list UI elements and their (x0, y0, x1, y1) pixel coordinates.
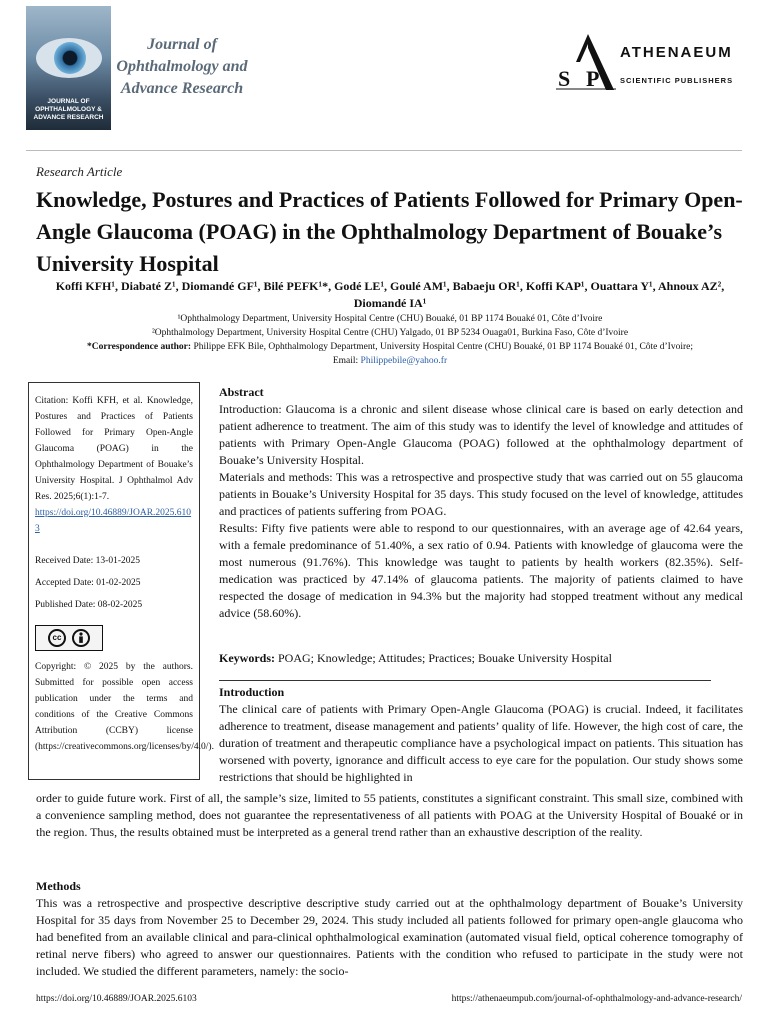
abstract-results: Results: Fifty five patients were able to respond to our questionnaires, with an average age of 42.64 years, with a female predominance of 51.40%, a sex ratio of 0.94. Patients with knowledge of glaucoma were the most numerous (91.76%). This knowledge was taught to patients by health workers (82.35%). Self-medication was practiced by 47.14% of glaucoma patients. The majority of patients claimed to have respected the dosage of medication in 94.3% but the majority had stopped treatment without any medical advice (58.60%). (219, 521, 743, 620)
journal-cover-logo (26, 6, 111, 130)
methods-paragraph: This was a retrospective and prospective descriptive descriptive study carried out at the ophthalmology department of Bouake’s University Hospital for 35 days from November 25 to December 29, 2024. This study included all patients followed for primary open-angle glaucoma who had benefited from an available clinical and para-clinical ophthalmological examination (automated visual field, optical coherence tomography of retinal nerve fibers) who agreed to answer our questionnaires. Patients with the condition who refused to participate in the study were not included. We studied the different parameters, namely: the socio- (36, 896, 743, 978)
correspondence (30, 340, 750, 354)
methods-section (36, 878, 743, 980)
citation-sidebar (28, 382, 214, 780)
cc-icon: cc (48, 629, 66, 647)
affiliation-1: ¹Ophthalmology Department, University Hospital Centre (CHU) Bouaké, 01 BP 1174 Bouaké 01, Côte d’Ivoire (177, 314, 603, 324)
footer-journal-url[interactable]: https://athenaeumpub.com/journal-of-ophthalmology-and-advance-research/ (451, 994, 742, 1004)
affiliation-2: ²Ophthalmology Department, University Hospital Centre (CHU) Yalgado, 01 BP 5234 Ouaga01, Burkina Faso, Côte d’Ivoire (151, 328, 629, 338)
accepted-date: Accepted Date: 01-02-2025 (35, 578, 141, 588)
correspondence-text: Philippe EFK Bile, Ophthalmology Department, University Hospital Centre (CHU) Bouaké, 01 BP 1174 Bouaké 01, Côte d’Ivoire; (191, 342, 693, 352)
received-date: Received Date: 13-01-2025 (35, 556, 140, 566)
email-line (30, 354, 750, 368)
article-type: Research Article (36, 164, 123, 179)
publisher-name: ATHENAEUM (620, 44, 733, 61)
methods-heading: Methods (36, 879, 81, 893)
author-list: Koffi KFH¹, Diabaté Z¹, Diomandé GF¹, Bilé PEFK¹*, Godé LE¹, Goulé AM¹, Babaeju OR¹, Koffi KAP¹, Ouattara Y¹, Ahnoux AZ², Diomandé IA¹ (55, 279, 725, 310)
journal-logo-text: JOURNAL OF OPHTHALMOLOGY & ADVANCE RESEARCH (33, 98, 104, 121)
doi-link[interactable]: https://doi.org/10.46889/JOAR.2025.6103 (35, 508, 192, 534)
journal-name-line3: Advance Research (120, 80, 244, 97)
journal-name-line1: Journal of (147, 36, 217, 53)
keywords (219, 650, 743, 667)
email-label: Email: (332, 356, 361, 366)
svg-text:P: P (586, 66, 600, 91)
introduction-section (219, 684, 743, 786)
abstract-section (219, 384, 743, 622)
introduction-heading: Introduction (219, 685, 285, 699)
iris-image (54, 42, 86, 74)
abstract-heading: Abstract (219, 385, 264, 399)
affiliations (30, 312, 750, 368)
cc-by-license-badge[interactable] (35, 625, 103, 651)
header-divider (26, 150, 742, 151)
keywords-divider (219, 680, 711, 681)
publisher-subtitle: SCIENTIFIC PUBLISHERS (620, 76, 734, 85)
published-date: Published Date: 08-02-2025 (35, 600, 143, 610)
footer-doi[interactable]: https://doi.org/10.46889/JOAR.2025.6103 (36, 994, 197, 1004)
introduction-paragraph: The clinical care of patients with Primary Open-Angle Glaucoma (POAG) is crucial. Indeed, it facilitates adherence to treatment, disease management and patients’ quality of life. However, the high cost of care, the duration of treatment and therapeutic compliance have a psychological impact on patients. This situation has worsened with poverty, ignorance and difficult access to eye care for the population. Our study shows some restrictions that should be highlighted in (219, 702, 743, 784)
email-link[interactable]: Philippebile@yahoo.fr (360, 356, 448, 366)
journal-name (112, 34, 252, 100)
article-title: Knowledge, Postures and Practices of Patients Followed for Primary Open-Angle Glaucoma (POAG) in the Ophthalmology Department of Bouake’s University Hospital (36, 187, 743, 276)
citation-text: Citation: Koffi KFH, et al. Knowledge, Postures and Practices of Patients Followed for Primary Open-Angle Glaucoma (POAG) in the Ophthalmology Department of Bouake’s University Hospital. J Ophthalmol Adv Res. 2025;6(1):1-7. (35, 396, 193, 502)
correspondence-label: *Correspondence author: (87, 342, 192, 352)
keywords-list: POAG; Knowledge; Attitudes; Practices; Bouake University Hospital (275, 651, 612, 665)
copyright-text: Copyright: © 2025 by the authors. Submitted for possible open access publication under the terms and conditions of the Creative Commons Attribution (CCBY) license (https://creativecommons.org/licenses/by/4.0/). (35, 662, 214, 752)
svg-text:S: S (558, 66, 571, 91)
keywords-label: Keywords: (219, 651, 275, 665)
journal-name-line2: Ophthalmology and (116, 58, 248, 75)
attribution-icon (72, 629, 90, 647)
introduction-paragraph-continued: order to guide future work. First of all, the sample’s size, limited to 55 patients, constitutes a significant constraint. This small size, combined with a convenience sampling method, does not guarantee the representativeness of all patients with POAG at the University Hospital of Bouaké or in the region. Thus, the results obtained must be interpreted as a general trend rather than an exhaustive description of the reality. (36, 791, 743, 839)
publication-dates (35, 553, 193, 613)
abstract-introduction: Introduction: Glaucoma is a chronic and silent disease whose clinical care is based on early detection and patient adherence to treatment. The aim of this study was to identify the level of knowledge and attitudes of patients with Primary Open-Angle Glaucoma (POAG) followed at the ophthalmology department of Bouake’s University Hospital. (219, 402, 743, 467)
abstract-methods: Materials and methods: This was a retrospective and prospective study that was carried out on 55 glaucoma patients in Bouake’s University Hospital for 35 days. This study focused on the level of knowledge, attitudes and practices of patients suffering from POAG. (219, 470, 743, 518)
publisher-logo-icon (556, 32, 616, 92)
